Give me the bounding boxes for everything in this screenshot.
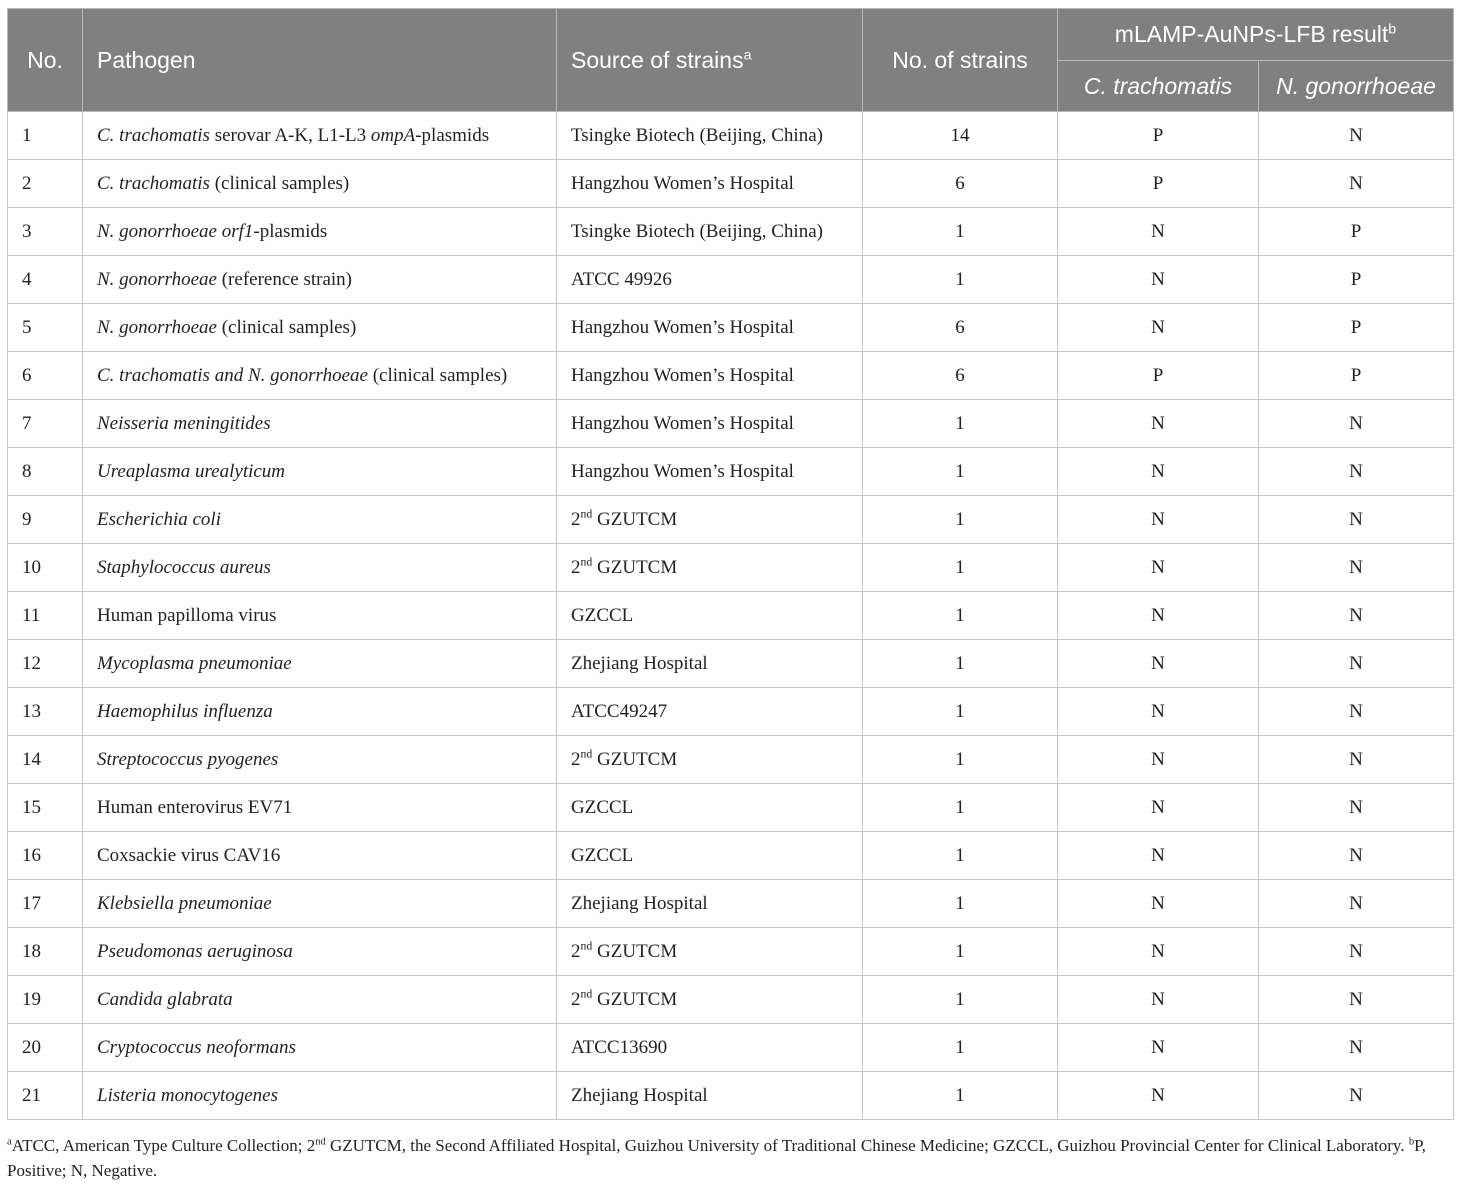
strains-table (7, 8, 1454, 1120)
source-segment: 2 (571, 508, 581, 530)
table-row (8, 448, 1454, 496)
cell-no: 8 (8, 448, 83, 496)
cell-source (557, 1024, 863, 1072)
cell-source (557, 640, 863, 688)
cell-strain-count: 1 (863, 400, 1058, 448)
cell-strain-count: 1 (863, 976, 1058, 1024)
cell-strain-count: 1 (863, 640, 1058, 688)
cell-no: 5 (8, 304, 83, 352)
header-pathogen: Pathogen (83, 9, 557, 112)
cell-pathogen (83, 1024, 557, 1072)
source-segment: GZUTCM (592, 988, 678, 1010)
pathogen-segment: C. trachomatis (97, 124, 210, 146)
cell-pathogen (83, 544, 557, 592)
table-row (8, 736, 1454, 784)
source-segment: GZCCL (571, 844, 634, 866)
cell-source (557, 256, 863, 304)
cell-source (557, 832, 863, 880)
source-segment: nd (580, 555, 593, 569)
pathogen-segment: Cryptococcus neoformans (97, 1036, 296, 1058)
source-segment: 2 (571, 988, 581, 1010)
pathogen-segment: Klebsiella pneumoniae (97, 892, 272, 914)
pathogen-segment: Human papilloma virus (97, 604, 277, 626)
cell-no: 6 (8, 352, 83, 400)
cell-strain-count: 1 (863, 1072, 1058, 1120)
cell-strain-count: 1 (863, 736, 1058, 784)
pathogen-segment: Escherichia coli (97, 508, 221, 530)
header-result (1058, 9, 1454, 61)
table-body (8, 112, 1454, 1120)
cell-n-gonorrhoeae-result: N (1259, 832, 1454, 880)
cell-n-gonorrhoeae-result: N (1259, 112, 1454, 160)
pathogen-segment: -plasmids (253, 220, 328, 242)
cell-c-trachomatis-result: P (1058, 160, 1259, 208)
source-segment: 2 (571, 940, 581, 962)
cell-c-trachomatis-result: N (1058, 976, 1259, 1024)
table-row (8, 208, 1454, 256)
cell-n-gonorrhoeae-result: N (1259, 688, 1454, 736)
cell-source (557, 160, 863, 208)
pathogen-segment: Haemophilus influenza (97, 700, 273, 722)
cell-pathogen (83, 304, 557, 352)
pathogen-segment: C. trachomatis and N. gonorrhoeae (97, 364, 368, 386)
source-segment: ATCC 49926 (571, 268, 672, 290)
table-footnote (7, 1133, 1455, 1183)
header-result-footnote-mark: b (1388, 21, 1397, 38)
pathogen-segment: Neisseria meningitides (97, 412, 271, 434)
cell-pathogen (83, 352, 557, 400)
pathogen-segment: Pseudomonas aeruginosa (97, 940, 293, 962)
header-c-trachomatis: C. trachomatis (1058, 61, 1259, 112)
cell-pathogen (83, 736, 557, 784)
cell-c-trachomatis-result: P (1058, 352, 1259, 400)
source-segment: Hangzhou Women’s Hospital (571, 172, 794, 194)
cell-c-trachomatis-result: N (1058, 640, 1259, 688)
pathogen-segment: orf1 (221, 220, 254, 242)
cell-source (557, 448, 863, 496)
header-strain-count: No. of strains (863, 9, 1058, 112)
cell-source (557, 496, 863, 544)
cell-strain-count: 1 (863, 208, 1058, 256)
cell-strain-count: 1 (863, 592, 1058, 640)
cell-n-gonorrhoeae-result: N (1259, 544, 1454, 592)
header-n-gonorrhoeae: N. gonorrhoeae (1259, 61, 1454, 112)
pathogen-segment: -plasmids (415, 124, 490, 146)
cell-pathogen (83, 448, 557, 496)
cell-no: 7 (8, 400, 83, 448)
cell-c-trachomatis-result: N (1058, 1072, 1259, 1120)
table-row (8, 688, 1454, 736)
table-row (8, 928, 1454, 976)
source-segment: GZUTCM (592, 508, 678, 530)
cell-n-gonorrhoeae-result: P (1259, 256, 1454, 304)
cell-c-trachomatis-result: N (1058, 304, 1259, 352)
table-row (8, 256, 1454, 304)
pathogen-segment: Ureaplasma urealyticum (97, 460, 286, 482)
cell-c-trachomatis-result: N (1058, 736, 1259, 784)
cell-pathogen (83, 160, 557, 208)
cell-source (557, 544, 863, 592)
source-segment: ATCC49247 (571, 700, 668, 722)
source-segment: GZCCL (571, 796, 634, 818)
footnote-segment: a (7, 1136, 12, 1148)
cell-n-gonorrhoeae-result: N (1259, 976, 1454, 1024)
table-row (8, 496, 1454, 544)
cell-no: 18 (8, 928, 83, 976)
cell-no: 21 (8, 1072, 83, 1120)
pathogen-segment: N. gonorrhoeae (97, 268, 217, 290)
table-row (8, 640, 1454, 688)
cell-pathogen (83, 112, 557, 160)
footnote-segment: b (1408, 1136, 1415, 1148)
cell-source (557, 352, 863, 400)
cell-n-gonorrhoeae-result: N (1259, 784, 1454, 832)
cell-source (557, 208, 863, 256)
pathogen-segment: (clinical samples) (216, 316, 357, 338)
header-source-label: Source of strains (571, 46, 744, 73)
cell-strain-count: 1 (863, 448, 1058, 496)
cell-strain-count: 1 (863, 688, 1058, 736)
cell-strain-count: 1 (863, 784, 1058, 832)
cell-source (557, 736, 863, 784)
cell-n-gonorrhoeae-result: N (1259, 592, 1454, 640)
cell-source (557, 592, 863, 640)
pathogen-segment: (reference strain) (216, 268, 352, 290)
cell-pathogen (83, 640, 557, 688)
pathogen-segment: Coxsackie virus CAV16 (97, 844, 281, 866)
cell-n-gonorrhoeae-result: P (1259, 208, 1454, 256)
cell-no: 15 (8, 784, 83, 832)
cell-no: 10 (8, 544, 83, 592)
pathogen-segment: Human enterovirus EV71 (97, 796, 293, 818)
cell-no: 9 (8, 496, 83, 544)
source-segment: Tsingke Biotech (Beijing, China) (571, 220, 823, 242)
header-result-label: mLAMP-AuNPs-LFB result (1114, 21, 1389, 47)
cell-c-trachomatis-result: N (1058, 688, 1259, 736)
cell-source (557, 688, 863, 736)
cell-no: 13 (8, 688, 83, 736)
pathogen-segment: Mycoplasma pneumoniae (97, 652, 292, 674)
table-row (8, 544, 1454, 592)
source-segment: Hangzhou Women’s Hospital (571, 316, 794, 338)
cell-no: 19 (8, 976, 83, 1024)
table-row (8, 304, 1454, 352)
table-row (8, 976, 1454, 1024)
cell-c-trachomatis-result: N (1058, 592, 1259, 640)
cell-c-trachomatis-result: N (1058, 448, 1259, 496)
source-segment: Hangzhou Women’s Hospital (571, 460, 794, 482)
source-segment: nd (580, 507, 593, 521)
cell-strain-count: 1 (863, 1024, 1058, 1072)
footnote-segment: nd (315, 1136, 326, 1148)
source-segment: Zhejiang Hospital (571, 652, 708, 674)
cell-c-trachomatis-result: N (1058, 784, 1259, 832)
cell-source (557, 1072, 863, 1120)
header-source-footnote-mark: a (743, 46, 752, 63)
cell-pathogen (83, 832, 557, 880)
source-segment: Tsingke Biotech (Beijing, China) (571, 124, 823, 146)
cell-n-gonorrhoeae-result: P (1259, 352, 1454, 400)
cell-pathogen (83, 880, 557, 928)
cell-c-trachomatis-result: N (1058, 880, 1259, 928)
cell-no: 14 (8, 736, 83, 784)
source-segment: GZUTCM (592, 940, 678, 962)
cell-strain-count: 6 (863, 160, 1058, 208)
table-row (8, 832, 1454, 880)
cell-n-gonorrhoeae-result: N (1259, 160, 1454, 208)
table-row (8, 592, 1454, 640)
footnote-segment: P, Positive; N, Negative. (7, 1136, 1426, 1180)
source-segment: Zhejiang Hospital (571, 892, 708, 914)
source-segment: nd (580, 747, 593, 761)
cell-strain-count: 1 (863, 880, 1058, 928)
cell-c-trachomatis-result: N (1058, 208, 1259, 256)
cell-no: 11 (8, 592, 83, 640)
cell-pathogen (83, 1072, 557, 1120)
cell-pathogen (83, 208, 557, 256)
cell-source (557, 304, 863, 352)
cell-pathogen (83, 400, 557, 448)
cell-strain-count: 14 (863, 112, 1058, 160)
cell-c-trachomatis-result: N (1058, 1024, 1259, 1072)
cell-strain-count: 6 (863, 352, 1058, 400)
cell-no: 20 (8, 1024, 83, 1072)
table-row (8, 400, 1454, 448)
pathogen-segment: (clinical samples) (209, 172, 350, 194)
source-segment: nd (580, 987, 593, 1001)
cell-source (557, 112, 863, 160)
source-segment: GZUTCM (592, 556, 678, 578)
source-segment: GZUTCM (592, 748, 678, 770)
cell-strain-count: 1 (863, 544, 1058, 592)
cell-strain-count: 1 (863, 496, 1058, 544)
cell-n-gonorrhoeae-result: N (1259, 496, 1454, 544)
source-segment: Hangzhou Women’s Hospital (571, 412, 794, 434)
cell-strain-count: 6 (863, 304, 1058, 352)
source-segment: 2 (571, 748, 581, 770)
cell-n-gonorrhoeae-result: N (1259, 1024, 1454, 1072)
cell-pathogen (83, 784, 557, 832)
cell-n-gonorrhoeae-result: N (1259, 448, 1454, 496)
table-row (8, 1072, 1454, 1120)
cell-strain-count: 1 (863, 256, 1058, 304)
source-segment: 2 (571, 556, 581, 578)
source-segment: nd (580, 939, 593, 953)
cell-no: 17 (8, 880, 83, 928)
cell-no: 16 (8, 832, 83, 880)
table-row (8, 112, 1454, 160)
source-segment: Hangzhou Women’s Hospital (571, 364, 794, 386)
cell-c-trachomatis-result: N (1058, 400, 1259, 448)
cell-c-trachomatis-result: N (1058, 256, 1259, 304)
cell-c-trachomatis-result: P (1058, 112, 1259, 160)
cell-no: 12 (8, 640, 83, 688)
table-row (8, 160, 1454, 208)
cell-source (557, 880, 863, 928)
pathogen-segment: serovar A-K, L1-L3 (209, 124, 371, 146)
pathogen-segment: Streptococcus pyogenes (97, 748, 279, 770)
cell-n-gonorrhoeae-result: N (1259, 1072, 1454, 1120)
cell-c-trachomatis-result: N (1058, 544, 1259, 592)
cell-pathogen (83, 688, 557, 736)
cell-source (557, 400, 863, 448)
cell-n-gonorrhoeae-result: N (1259, 736, 1454, 784)
cell-pathogen (83, 496, 557, 544)
table-row (8, 352, 1454, 400)
cell-strain-count: 1 (863, 928, 1058, 976)
pathogen-segment: N. gonorrhoeae (97, 316, 217, 338)
table-header (8, 9, 1454, 112)
cell-n-gonorrhoeae-result: N (1259, 640, 1454, 688)
pathogen-segment: ompA (370, 124, 416, 146)
footnote-segment: ATCC, American Type Culture Collection; 2 (11, 1136, 316, 1155)
pathogen-segment: Listeria monocytogenes (97, 1084, 279, 1106)
cell-strain-count: 1 (863, 832, 1058, 880)
cell-source (557, 928, 863, 976)
pathogen-segment: (clinical samples) (367, 364, 508, 386)
header-no: No. (8, 9, 83, 112)
pathogen-segment: Staphylococcus aureus (97, 556, 271, 578)
table-row (8, 1024, 1454, 1072)
cell-n-gonorrhoeae-result: N (1259, 400, 1454, 448)
source-segment: ATCC13690 (571, 1036, 668, 1058)
cell-no: 3 (8, 208, 83, 256)
cell-pathogen (83, 976, 557, 1024)
cell-n-gonorrhoeae-result: N (1259, 928, 1454, 976)
cell-source (557, 784, 863, 832)
cell-pathogen (83, 592, 557, 640)
cell-no: 4 (8, 256, 83, 304)
header-source (557, 9, 863, 112)
cell-source (557, 976, 863, 1024)
cell-c-trachomatis-result: N (1058, 928, 1259, 976)
cell-pathogen (83, 928, 557, 976)
cell-no: 1 (8, 112, 83, 160)
table-row (8, 880, 1454, 928)
cell-n-gonorrhoeae-result: N (1259, 880, 1454, 928)
pathogen-segment: N. gonorrhoeae (97, 220, 217, 242)
cell-c-trachomatis-result: N (1058, 496, 1259, 544)
cell-n-gonorrhoeae-result: P (1259, 304, 1454, 352)
pathogen-segment: C. trachomatis (97, 172, 210, 194)
source-segment: Zhejiang Hospital (571, 1084, 708, 1106)
pathogen-segment: Candida glabrata (97, 988, 233, 1010)
cell-no: 2 (8, 160, 83, 208)
cell-c-trachomatis-result: N (1058, 832, 1259, 880)
table-row (8, 784, 1454, 832)
source-segment: GZCCL (571, 604, 634, 626)
footnote-segment: GZUTCM, the Second Affiliated Hospital, Guizhou University of Traditional Chinese Medicine; GZCCL, Guizhou Provincial Center for Clinical Laboratory. (325, 1136, 1409, 1155)
cell-pathogen (83, 256, 557, 304)
